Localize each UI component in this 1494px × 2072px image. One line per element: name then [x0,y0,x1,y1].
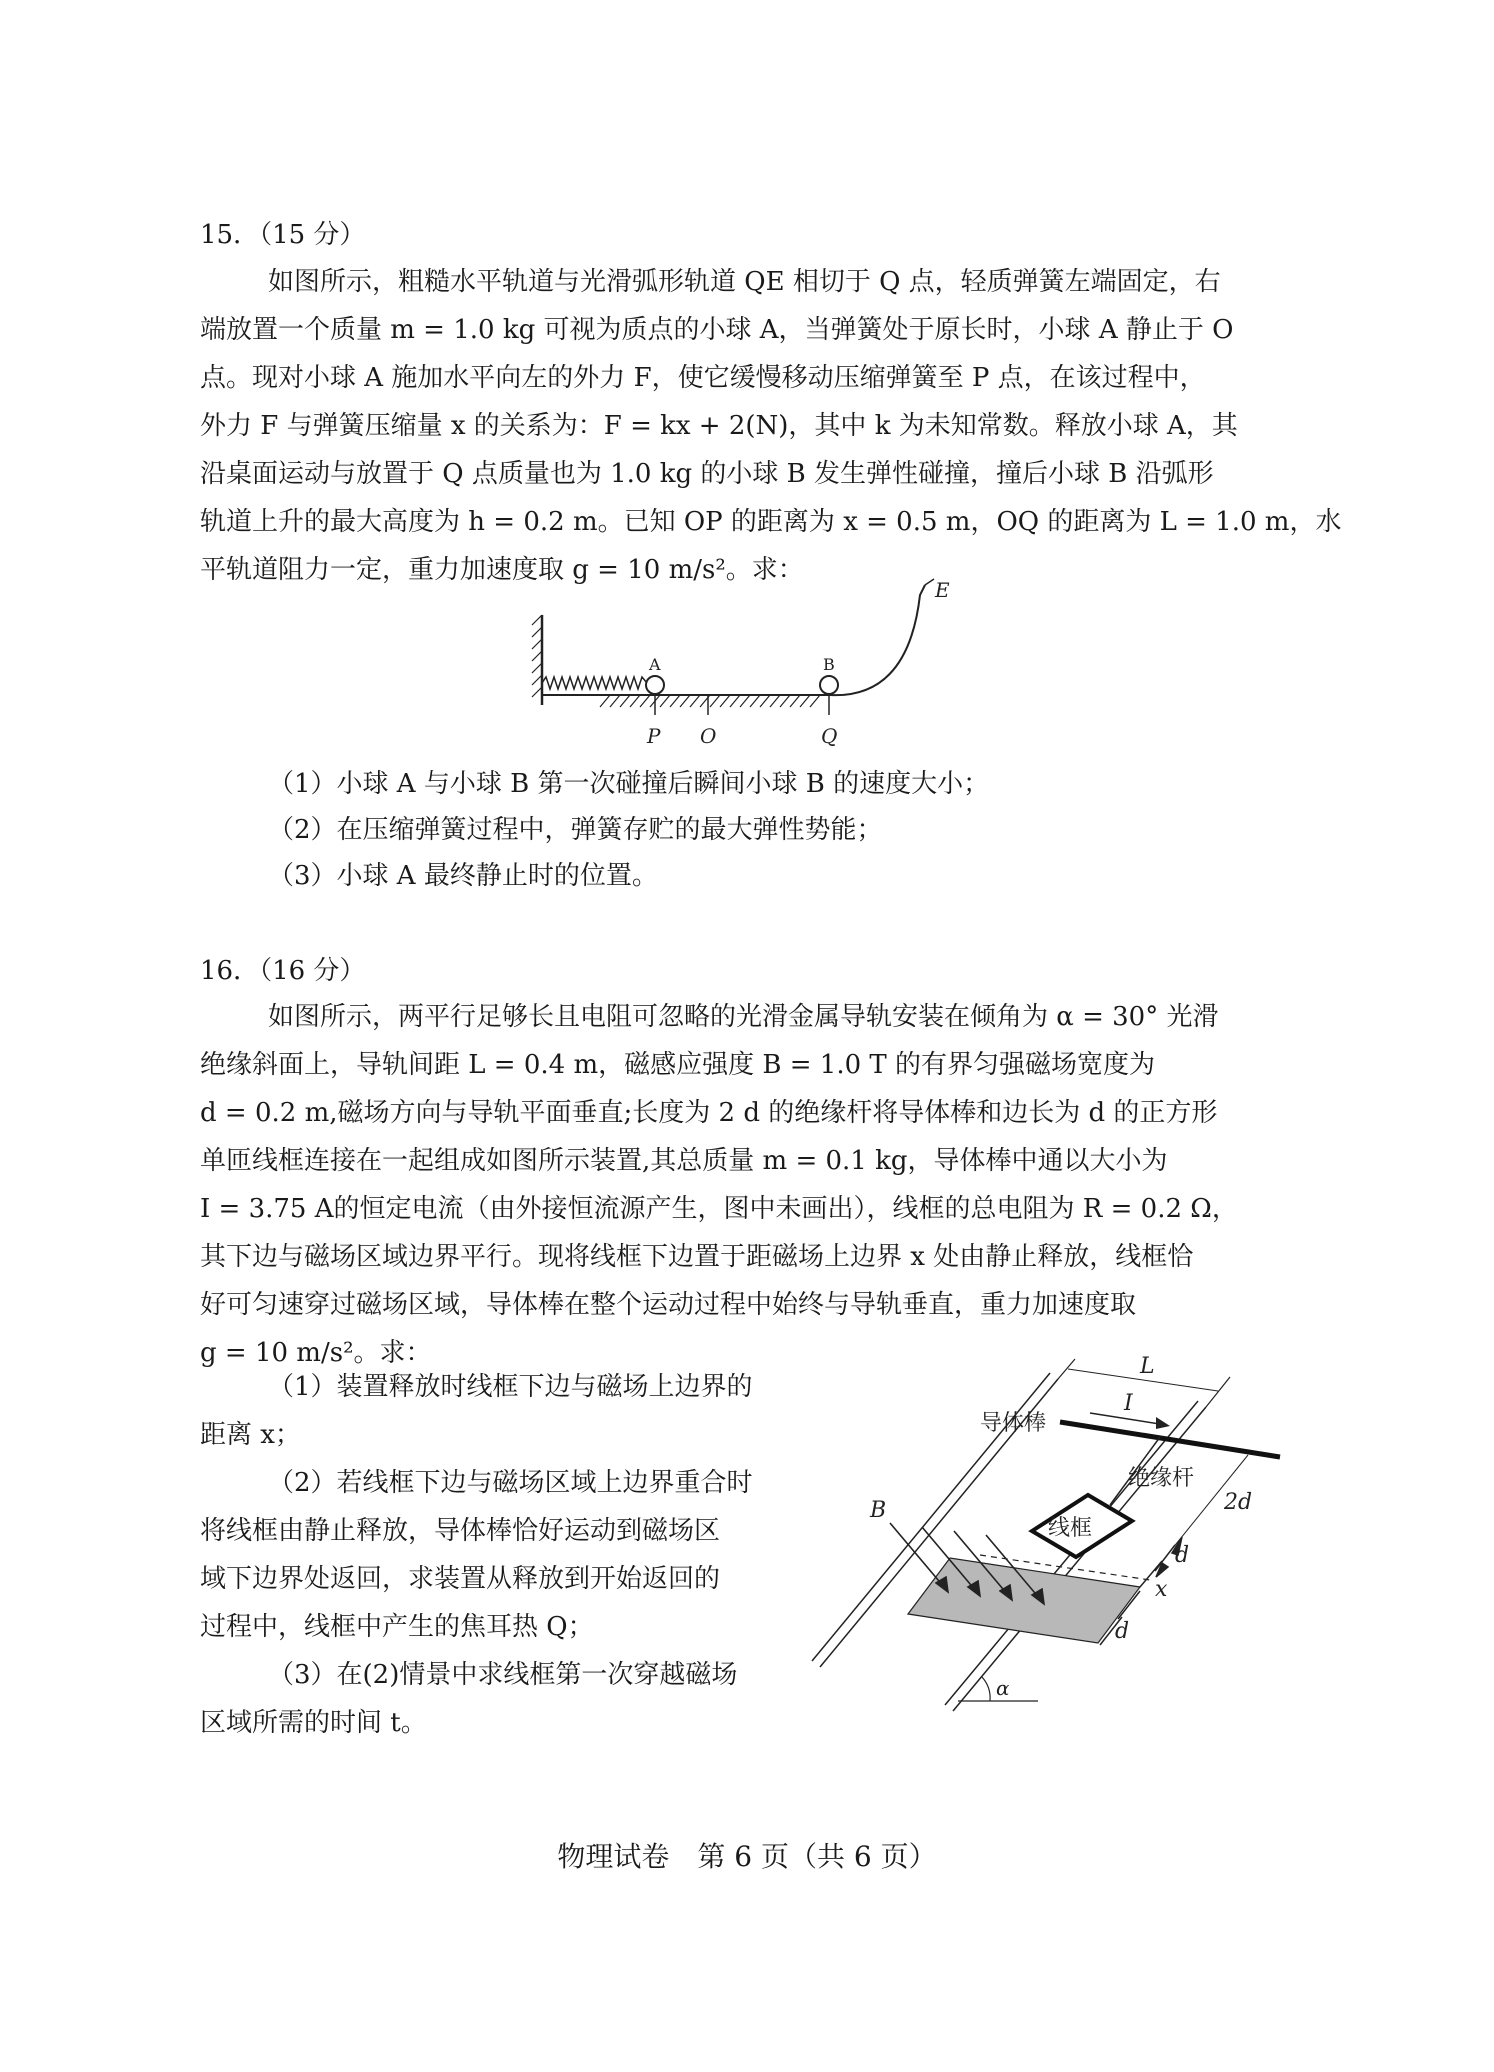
ball-a [646,676,664,694]
ball-b [820,676,838,694]
q15-subquestion-1: （1）小球 A 与小球 B 第一次碰撞后瞬间小球 B 的速度大小； [268,769,990,799]
conductor-rod [1060,1422,1280,1457]
current-label: I [1124,1391,1133,1416]
spacing-label: L [1140,1355,1155,1379]
angle-label: α [996,1676,1010,1700]
q15-line: 外力 F 与弹簧压缩量 x 的关系为：F = kx + 2(N)，其中 k 为未知常数。释放小球 A，其 [200,411,1238,441]
q16-subquestions [200,1363,800,1747]
spring [542,677,647,689]
magnetic-field-region [908,1558,1140,1643]
rod-label: 导体棒 [980,1411,1047,1436]
angle-arc [982,1677,990,1701]
q16-line: I = 3.75 A的恒定电流（由外接恒流源产生，图中未画出），线框的总电阻为 R = 0.2 Ω， [200,1194,1238,1224]
ball-a-label: A [649,655,661,674]
rail-right [953,1407,1206,1711]
q16-line: 绝缘斜面上，导轨间距 L = 0.4 m，磁感应强度 B = 1.0 T 的有界匀强磁场宽度为 [200,1050,1156,1080]
q16-subquestion-2-cont: 将线框由静止释放，导体棒恰好运动到磁场区 [200,1516,721,1546]
q16-subquestion-3-cont: 区域所需的时间 t。 [200,1708,427,1738]
q15-statement [200,258,1342,594]
arc-track [830,585,925,695]
q15-line: 端放置一个质量 m = 1.0 kg 可视为质点的小球 A，当弹簧处于原长时，小球 A 静止于 O [200,315,1234,345]
field-label: B [870,1498,887,1523]
q15-line: 如图所示，粗糙水平轨道与光滑弧形轨道 QE 相切于 Q 点，轻质弹簧左端固定，右 [268,267,1221,297]
current-arrowhead [1156,1417,1170,1429]
two-d-label: 2d [1224,1490,1253,1515]
page-footer: 物理试卷 第 6 页（共 6 页） [557,1840,937,1873]
arc-end-tick [925,579,934,585]
q15-heading: 15．（15 分） [200,220,366,250]
d-upper-label: d [1175,1543,1190,1568]
point-q-label: Q [821,724,838,748]
q16-subquestion-2: （2）若线框下边与磁场区域上边界重合时 [268,1468,753,1498]
point-e-label: E [935,578,950,602]
track-hatch [600,695,820,707]
frame-label: 线框 [1048,1516,1093,1541]
insulated-rod-label: 绝缘杆 [1128,1466,1195,1491]
ball-b-label: B [823,655,835,674]
d-lower-label: d [1115,1619,1130,1644]
q16-line: d = 0.2 m,磁场方向与导轨平面垂直;长度为 2 d 的绝缘杆将导体棒和边长为 d 的正方形 [200,1098,1218,1128]
q16-line: 其下边与磁场区域边界平行。现将线框下边置于距磁场上边界 x 处由静止释放，线框恰 [200,1242,1194,1272]
wall-hatch [532,615,542,697]
q16-figure [810,1355,1290,1720]
q15-line: 平轨道阻力一定，重力加速度取 g = 10 m/s²。求： [200,555,804,585]
q15-line: 轨道上升的最大高度为 h = 0.2 m。已知 OP 的距离为 x = 0.5 m，OQ 的距离为 L = 1.0 m，水 [200,507,1342,537]
q16-line: 如图所示，两平行足够长且电阻可忽略的光滑金属导轨安装在倾角为 α = 30° 光滑 [268,1002,1219,1032]
rail-left-extension [1058,1359,1075,1379]
q16-subquestion-2-cont: 过程中，线框中产生的焦耳热 Q； [200,1612,594,1642]
x-label: x [1155,1577,1168,1602]
point-o-label: O [700,724,717,748]
q16-line: g = 10 m/s²。求： [200,1338,432,1368]
q15-figure [530,575,970,755]
q16-line: 好可匀速穿过磁场区域，导体棒在整个运动过程中始终与导轨垂直，重力加速度取 [200,1290,1137,1320]
q15-line: 沿桌面运动与放置于 Q 点质量也为 1.0 kg 的小球 B 发生弹性碰撞，撞后小球 B 沿弧形 [200,459,1214,489]
q16-line: 单匝线框连接在一起组成如图所示装置,其总质量 m = 0.1 kg，导体棒中通以大小为 [200,1146,1168,1176]
q15-subquestion-2: （2）在压缩弹簧过程中，弹簧存贮的最大弹性势能； [268,815,883,845]
q16-subquestion-2-cont: 域下边界处返回，求装置从释放到开始返回的 [200,1564,721,1594]
q16-heading: 16．（16 分） [200,956,366,986]
q15-line: 点。现对小球 A 施加水平向左的外力 F，使它缓慢移动压缩弹簧至 P 点，在该过程中， [200,363,1206,393]
q16-subquestion-3: （3）在(2)情景中求线框第一次穿越磁场 [268,1660,738,1690]
q16-subquestion-1: （1）装置释放时线框下边与磁场上边界的 [268,1372,753,1402]
q16-statement [200,993,1290,1377]
point-p-label: P [647,724,661,748]
q15-subquestion-3: （3）小球 A 最终静止时的位置。 [268,861,658,891]
q16-subquestion-1-cont: 距离 x； [200,1420,301,1450]
rail-right-extension [1206,1377,1230,1407]
